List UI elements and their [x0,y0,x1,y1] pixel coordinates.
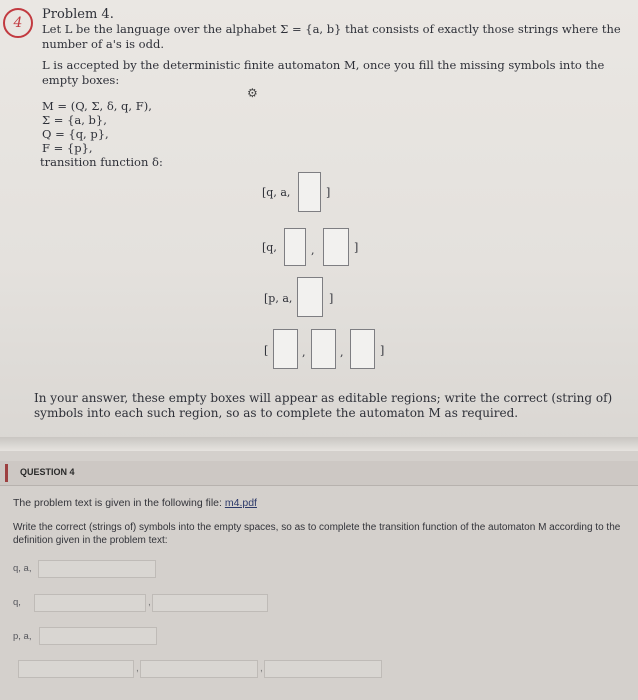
transition-row3-prefix: [p, a, [264,292,293,305]
transition-row2-close: ] [354,241,359,254]
transition-row2-box2 [323,228,349,266]
problem-footer: In your answer, these empty boxes will appear as editable regions; write the correct (string of) symbols into each such region, so as to complete the automaton M as required. [34,391,613,420]
transition-row4-open: [ [264,344,269,357]
answer-row3-label: p, a, [13,631,32,642]
transition-row4-close: ] [380,344,385,357]
answer-row4-input2[interactable] [140,660,258,678]
cursor-icon: ⚙ [247,86,258,100]
page-fold-shadow [0,437,638,451]
answer-row2-comma: , [148,597,151,608]
answer-row4-input1[interactable] [18,660,134,678]
problem-accepted-line-2: empty boxes: [42,73,120,87]
answer-row4-comma2: , [260,663,263,674]
answer-row4-input3[interactable] [264,660,382,678]
question-label: QUESTION 4 [20,467,75,477]
transition-row1-box [298,172,321,212]
transition-row1-prefix: [q, a, [262,186,291,199]
problem-accepted-line-1: L is accepted by the deterministic finite automaton M, once you fill the missing symbols into the [42,58,605,72]
transition-row4-box1 [273,329,298,369]
transition-row4-box3 [350,329,375,369]
question-accent-bar [5,464,8,482]
definition-states: Q = {q, p}, [42,127,109,141]
answer-row1-label: q, a, [13,563,32,574]
transition-row4-comma2: , [340,346,344,359]
answer-row2-input1[interactable] [34,594,146,612]
question-file-text: The problem text is given in the following file: [13,497,222,509]
answer-row2-label: q, [13,597,21,608]
question-file-line [13,497,257,509]
transition-row2-comma: , [311,244,315,257]
problem-intro-line-2: number of a's is odd. [42,37,164,51]
transition-row2-prefix: [q, [262,241,277,254]
transition-row3-close: ] [329,292,334,305]
answer-row2-input2[interactable] [152,594,268,612]
problem-intro-line-1: Let L be the language over the alphabet Σ = {a, b} that consists of exactly those strings where the [42,22,621,36]
transition-row4-box2 [311,329,336,369]
transition-row2-box1 [284,228,306,266]
transition-row4-comma1: , [302,346,306,359]
definition-final: F = {p}, [42,141,93,155]
question-header [0,461,638,486]
question-instructions: Write the correct (strings of) symbols into the empty spaces, so as to complete the transition function of the automaton M according to the definition given in the problem text: [13,522,621,546]
definition-m: M = (Q, Σ, δ, q, F), [42,99,152,113]
handwritten-circle-mark: 4 [3,8,33,38]
answer-row4-comma1: , [136,663,139,674]
answer-row3-input[interactable] [39,627,157,645]
transition-row3-box [297,277,323,317]
definition-sigma: Σ = {a, b}, [42,113,107,127]
problem-title: Problem 4. [42,7,114,22]
answer-row1-input[interactable] [38,560,156,578]
transition-row1-close: ] [326,186,331,199]
question-panel [0,451,638,700]
problem-file-link[interactable]: m4.pdf [224,497,257,509]
transition-heading: transition function δ: [40,155,163,169]
